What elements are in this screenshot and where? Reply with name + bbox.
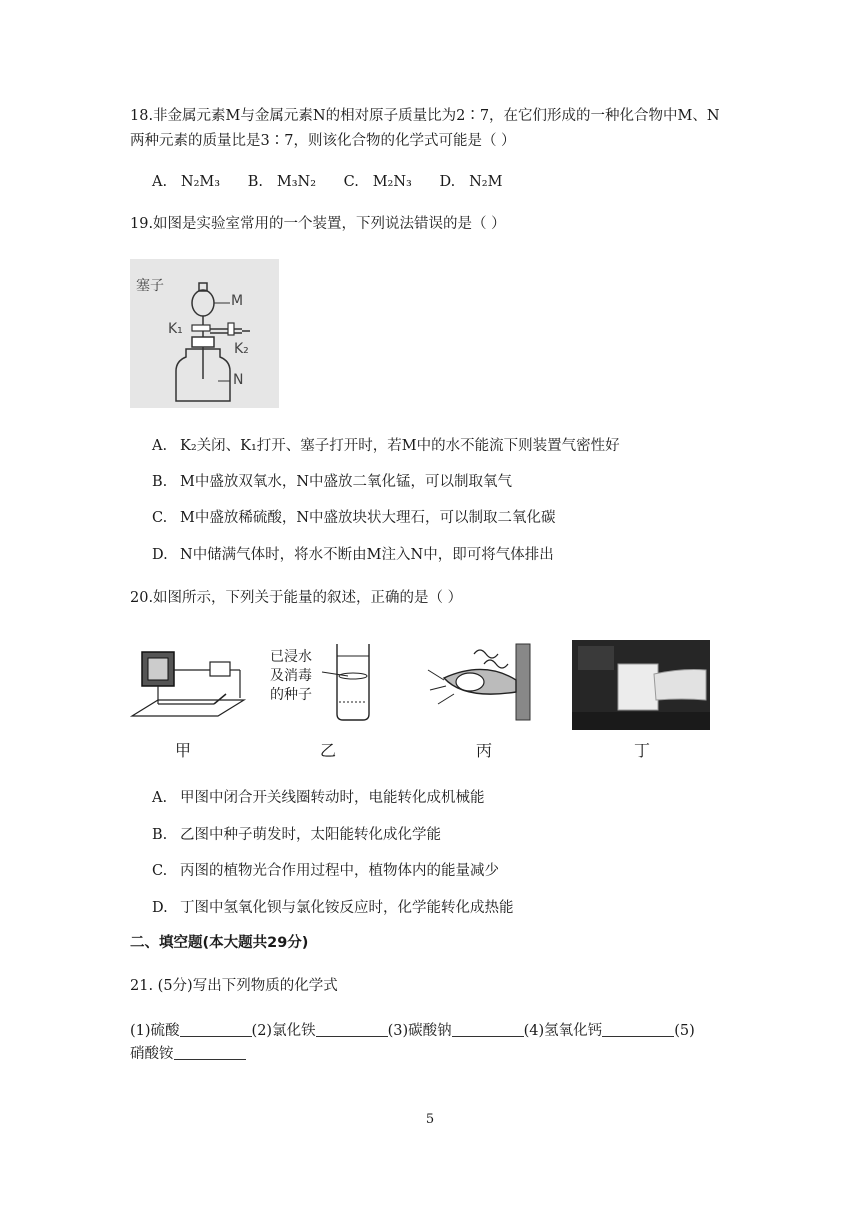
q21-item-5-name: 硝酸铵 (130, 1046, 174, 1062)
q20-option-d[interactable]: D. 丁图中氢氧化钡与氯化铵反应时，化学能转化成热能 (152, 900, 514, 916)
q21-blank-2[interactable] (316, 1022, 388, 1037)
caption-jia: 甲 (175, 741, 192, 760)
q20-option-b[interactable]: B. 乙图中种子萌发时，太阳能转化成化学能 (152, 827, 441, 843)
q18-stem-line1: 18.非金属元素M与金属元素N的相对原子质量比为2∶7，在它们形成的一种化合物中M、N (130, 108, 720, 124)
q21-blank-5[interactable] (174, 1045, 246, 1060)
seed-label-line1: 已浸水 (270, 649, 312, 665)
q21-blank-1[interactable] (180, 1022, 252, 1037)
figure-ding-reaction-photo (572, 640, 710, 730)
q21-item-4: (4)氢氧化钙 (523, 1023, 603, 1039)
k2-label: K₂ (234, 341, 249, 357)
q21-item-2: (2)氯化铁 (251, 1023, 316, 1039)
figure-jia-motor-circuit (128, 640, 248, 722)
q19-option-a[interactable]: A. K₂关闭、K₁打开、塞子打开时，若M中的水不能流下则装置气密性好 (152, 438, 620, 454)
q18-option-a[interactable]: A. N₂M₃ (152, 174, 221, 190)
q19-option-b[interactable]: B. M中盛放双氧水，N中盛放二氧化锰，可以制取氧气 (152, 474, 513, 490)
seed-label-line3: 的种子 (270, 687, 312, 703)
section2-title: 二、填空题(本大题共29分) (130, 935, 309, 951)
q18-options (152, 172, 502, 192)
page-number: 5 (425, 1112, 435, 1127)
q18-option-c[interactable]: C. M₂N₃ (343, 174, 412, 190)
caption-bing: 丙 (476, 741, 493, 760)
q20-option-c[interactable]: C. 丙图的植物光合作用过程中，植物体内的能量减少 (152, 863, 499, 879)
q21-stem: 21. (5分)写出下列物质的化学式 (130, 978, 338, 994)
q19-option-d[interactable]: D. N中储满气体时，将水不断由M注入N中，即可将气体排出 (152, 547, 554, 563)
k1-label: K₁ (168, 321, 183, 337)
caption-ding: 丁 (634, 741, 651, 760)
figure-bing-photosynthesis (424, 640, 546, 722)
q19-option-c[interactable]: C. M中盛放稀硫酸，N中盛放块状大理石，可以制取二氧化碳 (152, 510, 556, 526)
q21-blank-4[interactable] (602, 1022, 674, 1037)
q21-item-5: (5) (674, 1023, 695, 1039)
stopper-label: 塞子 (136, 278, 164, 294)
q19-stem: 19.如图是实验室常用的一个装置，下列说法错误的是（ ） (130, 216, 506, 232)
q21-items-line1 (130, 1021, 695, 1041)
n-label: N (233, 372, 244, 388)
q20-option-a[interactable]: A. 甲图中闭合开关线圈转动时，电能转化成机械能 (152, 790, 485, 806)
q21-blank-3[interactable] (452, 1022, 524, 1037)
q18-option-b[interactable]: B. M₃N₂ (247, 174, 317, 190)
q21-item-3: (3)碳酸钠 (387, 1023, 452, 1039)
q19-apparatus-figure (130, 259, 279, 408)
m-label: M (231, 293, 244, 309)
q18-option-d[interactable]: D. N₂M (439, 174, 503, 190)
seed-label-line2: 及消毒 (270, 668, 312, 684)
q21-items-line2 (130, 1044, 246, 1064)
q20-stem: 20.如图所示，下列关于能量的叙述，正确的是（ ） (130, 590, 463, 606)
figure-yi-seed-beaker (262, 642, 392, 724)
caption-yi: 乙 (320, 741, 337, 760)
q21-item-1: (1)硫酸 (130, 1023, 180, 1039)
q18-stem-line2: 两种元素的质量比是3∶7，则该化合物的化学式可能是（ ） (130, 133, 516, 149)
